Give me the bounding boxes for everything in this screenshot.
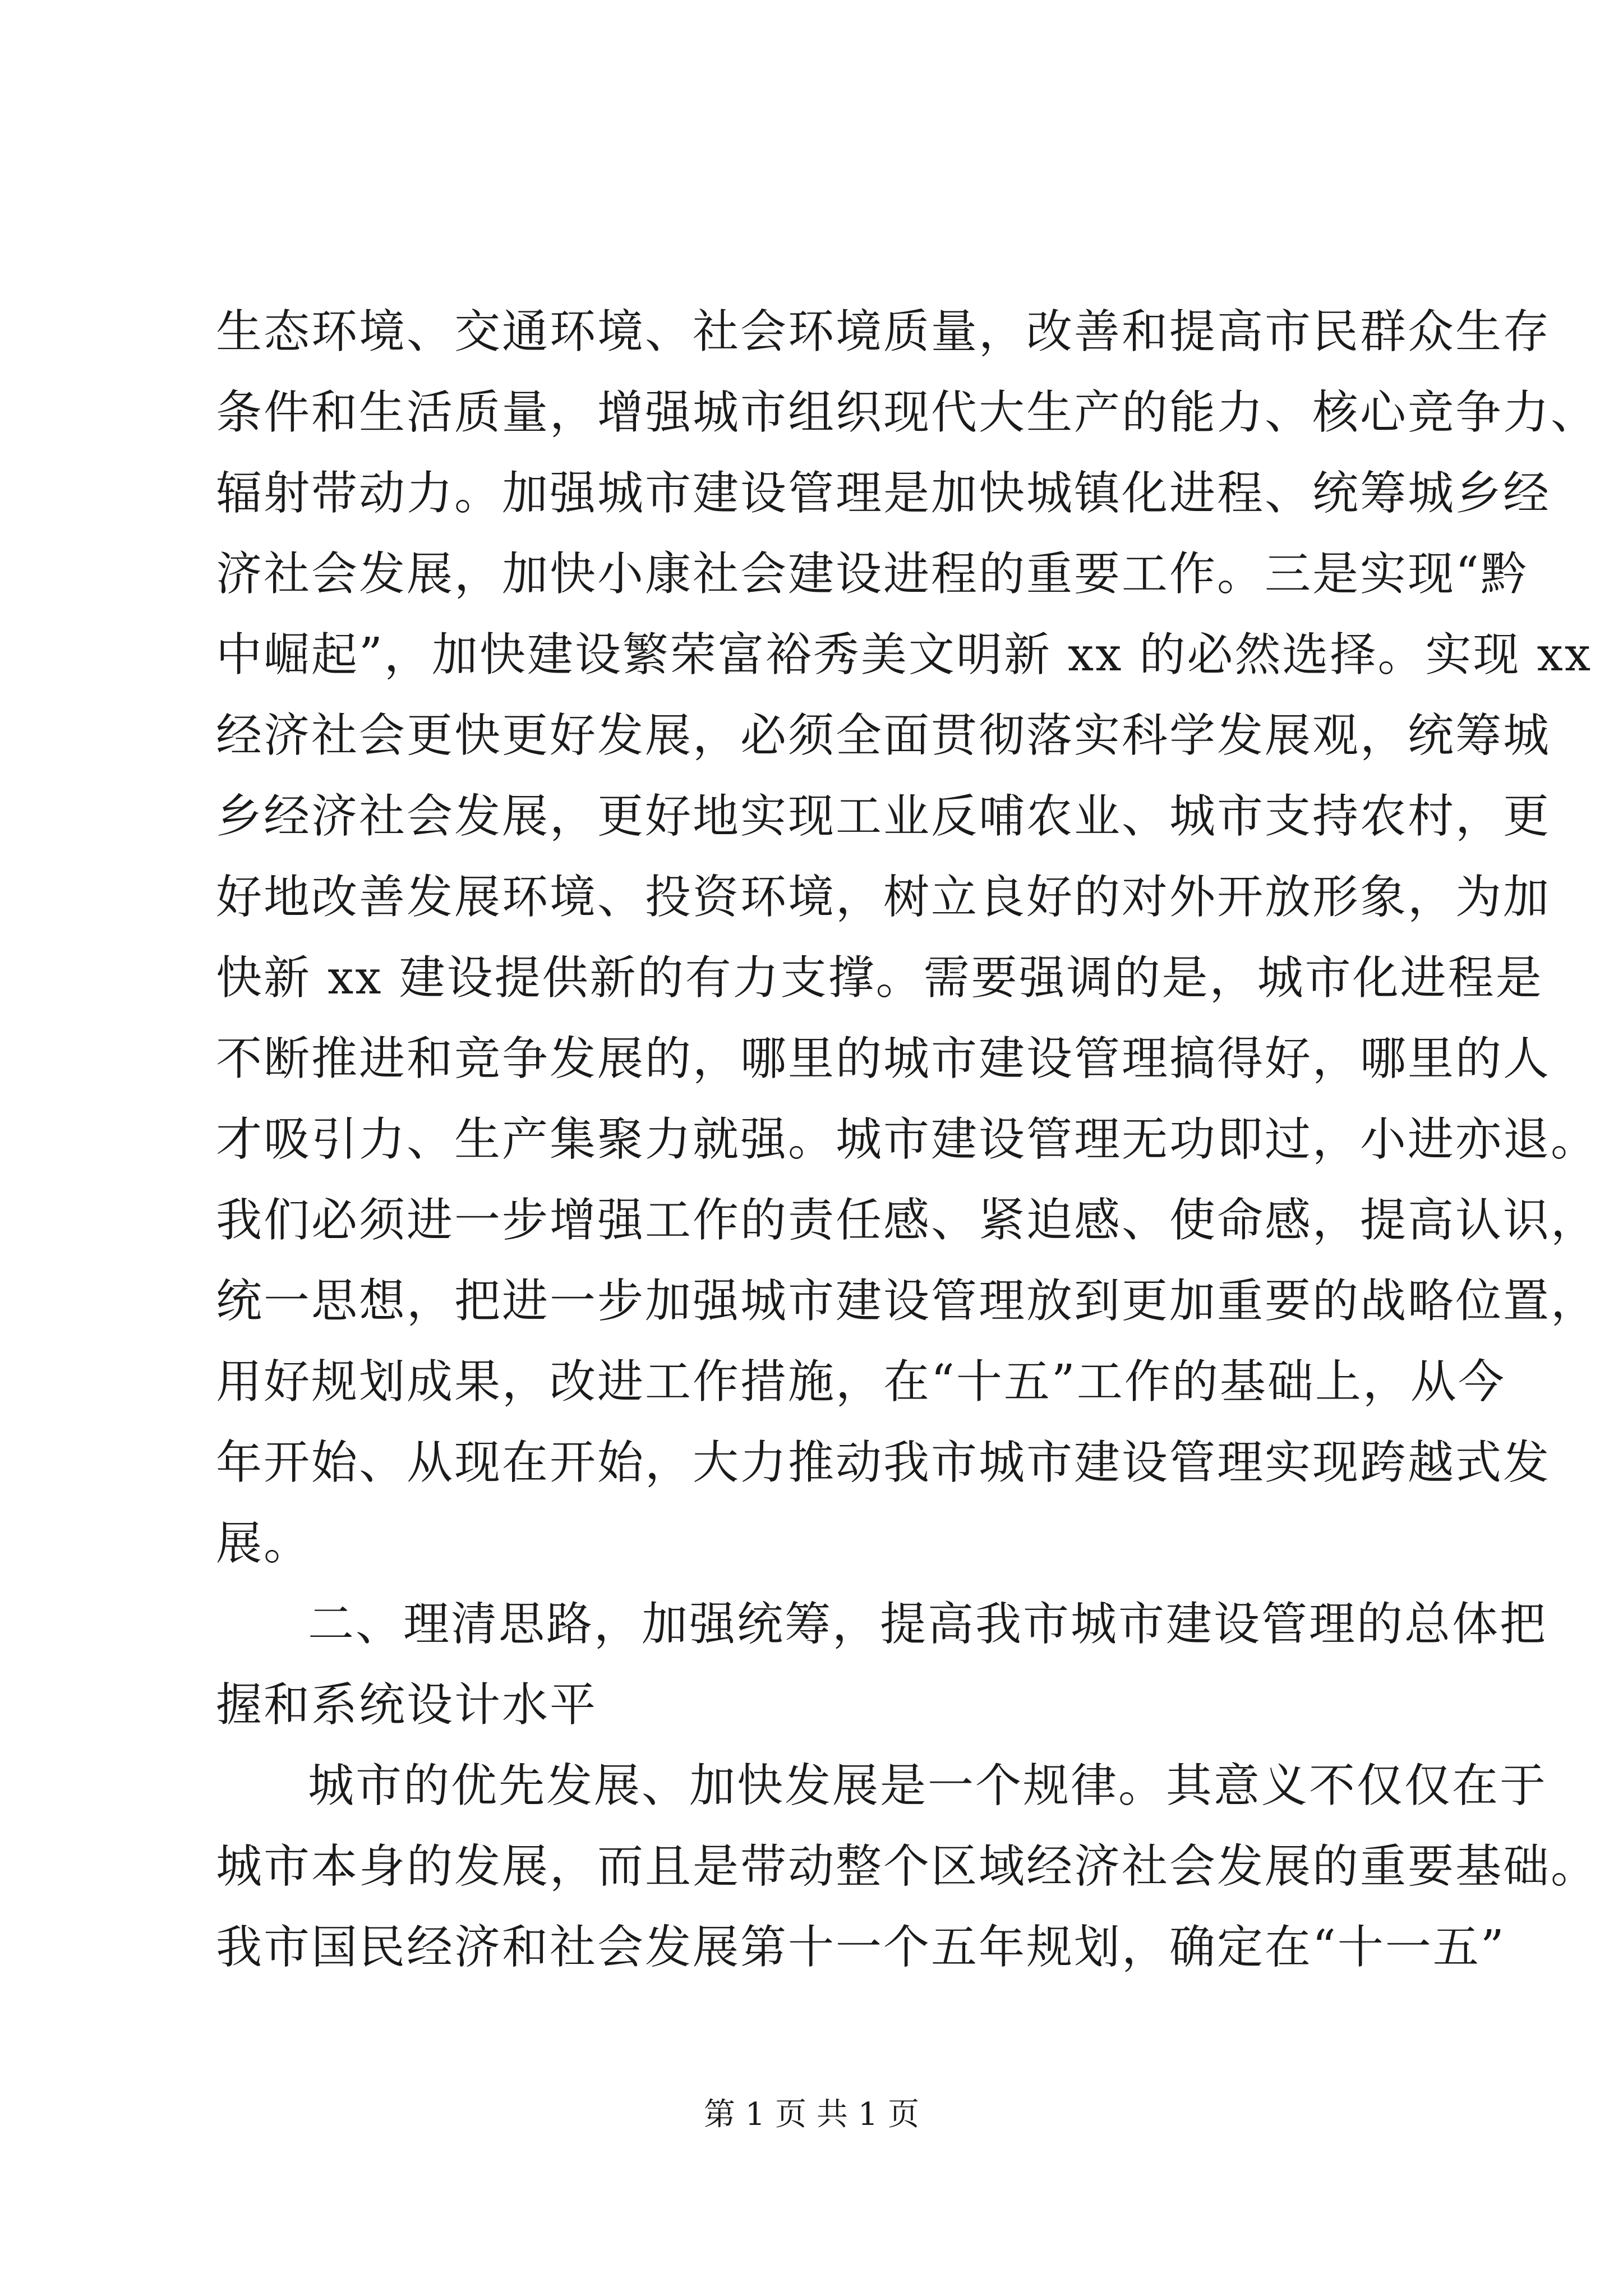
text-line: 我们必须进一步增强工作的责任感、紧迫感、使命感，提高认识，	[216, 1194, 1599, 1247]
text-line: 条件和生活质量，增强城市组织现代大生产的能力、核心竞争力、	[216, 386, 1599, 439]
text-line: 生态环境、交通环境、社会环境质量，改善和提高市民群众生存	[216, 305, 1551, 358]
text-line: 快新 xx 建设提供新的有力支撑。需要强调的是，城市化进程是	[216, 951, 1543, 1005]
text-line: 展。	[216, 1517, 312, 1570]
section-heading-line: 二、理清思路，加强统筹，提高我市城市建设管理的总体把	[308, 1598, 1548, 1651]
text-line: 用好规划成果，改进工作措施，在“十五”工作的基础上，从今	[216, 1355, 1506, 1409]
text-line: 不断推进和竞争发展的，哪里的城市建设管理搞得好，哪里的人	[216, 1032, 1551, 1085]
page-footer: 第 1 页 共 1 页	[703, 2096, 920, 2133]
text-line: 我市国民经济和社会发展第十一个五年规划，确定在“十一五”	[216, 1921, 1506, 1974]
text-line: 乡经济社会发展，更好地实现工业反哺农业、城市支持农村，更	[216, 790, 1551, 843]
text-line: 中崛起”，加快建设繁荣富裕秀美文明新 xx 的必然选择。实现 xx	[216, 628, 1593, 682]
text-line: 济社会发展，加快小康社会建设进程的重要工作。三是实现“黔	[216, 547, 1528, 601]
text-line: 经济社会更快更好发展，必须全面贯彻落实科学发展观，统筹城	[216, 709, 1551, 762]
text-line: 辐射带动力。加强城市建设管理是加快城镇化进程、统筹城乡经	[216, 467, 1551, 520]
document-body	[216, 292, 1599, 1988]
text-line: 年开始、从现在开始，大力推动我市城市建设管理实现跨越式发	[216, 1436, 1551, 1489]
text-line: 城市本身的发展，而且是带动整个区域经济社会发展的重要基础。	[216, 1840, 1599, 1893]
text-line: 统一思想，把进一步加强城市建设管理放到更加重要的战略位置，	[216, 1274, 1599, 1328]
text-line: 才吸引力、生产集聚力就强。城市建设管理无功即过，小进亦退。	[216, 1113, 1599, 1166]
text-line: 城市的优先发展、加快发展是一个规律。其意义不仅仅在于	[308, 1759, 1548, 1812]
text-line: 好地改善发展环境、投资环境，树立良好的对外开放形象，为加	[216, 871, 1551, 924]
section-heading-line: 握和系统设计水平	[216, 1678, 598, 1732]
